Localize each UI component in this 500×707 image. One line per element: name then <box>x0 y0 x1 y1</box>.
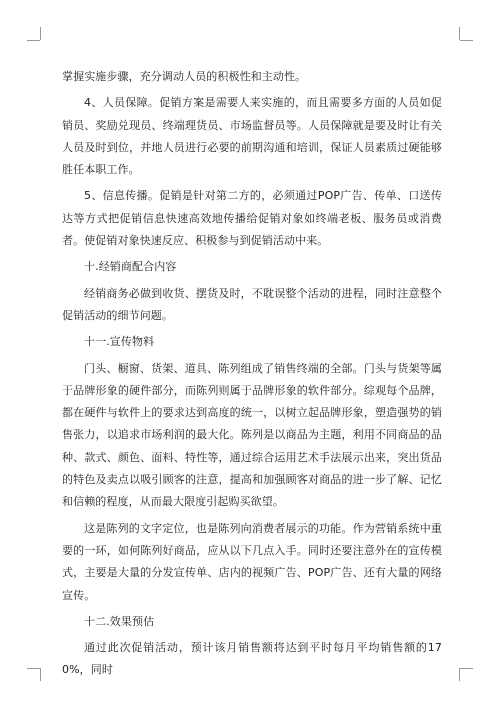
paragraph-7: 这是陈列的文字定位，也是陈列向消费者展示的功能。作为营销系统中重要的一环，如何陈列好商品，应从以下几点入手。同时还要注意外在的宣传模式，主要是大量的分发宣传单、店内的视频广告、POP广告、还有大量的网络宣传。 <box>62 521 442 602</box>
crop-mark-bottom-right-h <box>460 668 473 669</box>
paragraph-0: 掌握实施步骤，充分调动人员的积极性和主动性。 <box>62 70 307 83</box>
crop-mark-top-left-v <box>40 27 41 40</box>
section-heading-11: 十一.宣传物料 <box>84 335 155 349</box>
crop-mark-top-left-h <box>27 40 40 41</box>
crop-mark-bottom-left-h <box>27 668 40 669</box>
section-heading-10: 十.经销商配合内容 <box>84 260 177 274</box>
paragraph-2: 5、信息传播。促销是针对第二方的，必须通过POP广告、传单、口送传达等方式把促销信息快速高效地传播给促销对象如终端老板、服务员或消费者。使促销对象快速反应、积极参与到促销活动中来。 <box>62 189 442 248</box>
section-heading-12: 十二.效果预估 <box>84 614 155 628</box>
crop-mark-bottom-left-v <box>40 668 41 681</box>
crop-mark-top-right-h <box>460 40 473 41</box>
paragraph-1: 4、人员保障。促销方案是需要人来实施的，而且需要多方面的人员如促销员、奖励兑现员、终端理货员、市场监督员等。人员保障就是要及时让有关人员及时到位，并地人员进行必要的前期沟通和培训，保证人员素质过硬能够胜任本职工作。 <box>62 96 442 177</box>
document-body <box>62 66 442 682</box>
crop-mark-top-right-v <box>459 27 460 40</box>
paragraph-9: 通过此次促销活动，预计该月销售额将达到平时每月平均销售额的170%，同时 <box>62 641 442 677</box>
paragraph-6: 门头、橱窗、货架、道具、陈列组成了销售终端的全部。门头与货架等属于品牌形象的硬件部分，而陈列则属于品牌形象的软件部分。综观每个品牌，都在硬件与软件上的要求达到高度的统一，以树立起品牌形象，塑造强势的销售张力，以追求市场利润的最大化。陈列是以商品为主题，利用不同商品的品种、款式、颜色、面料、特性等，通过综合运用艺术手法展示出来，突出货品的特色及卖点以吸引顾客的注意，提高和加强顾客对商品的进一步了解、记忆和信赖的程度，从而最大限度引起购买欲望。 <box>62 361 442 509</box>
crop-mark-bottom-right-v <box>459 668 460 681</box>
paragraph-4: 经销商务必做到收货、摆货及时，不耽误整个活动的进程，同时注意整个促销活动的细节问题。 <box>62 286 442 322</box>
